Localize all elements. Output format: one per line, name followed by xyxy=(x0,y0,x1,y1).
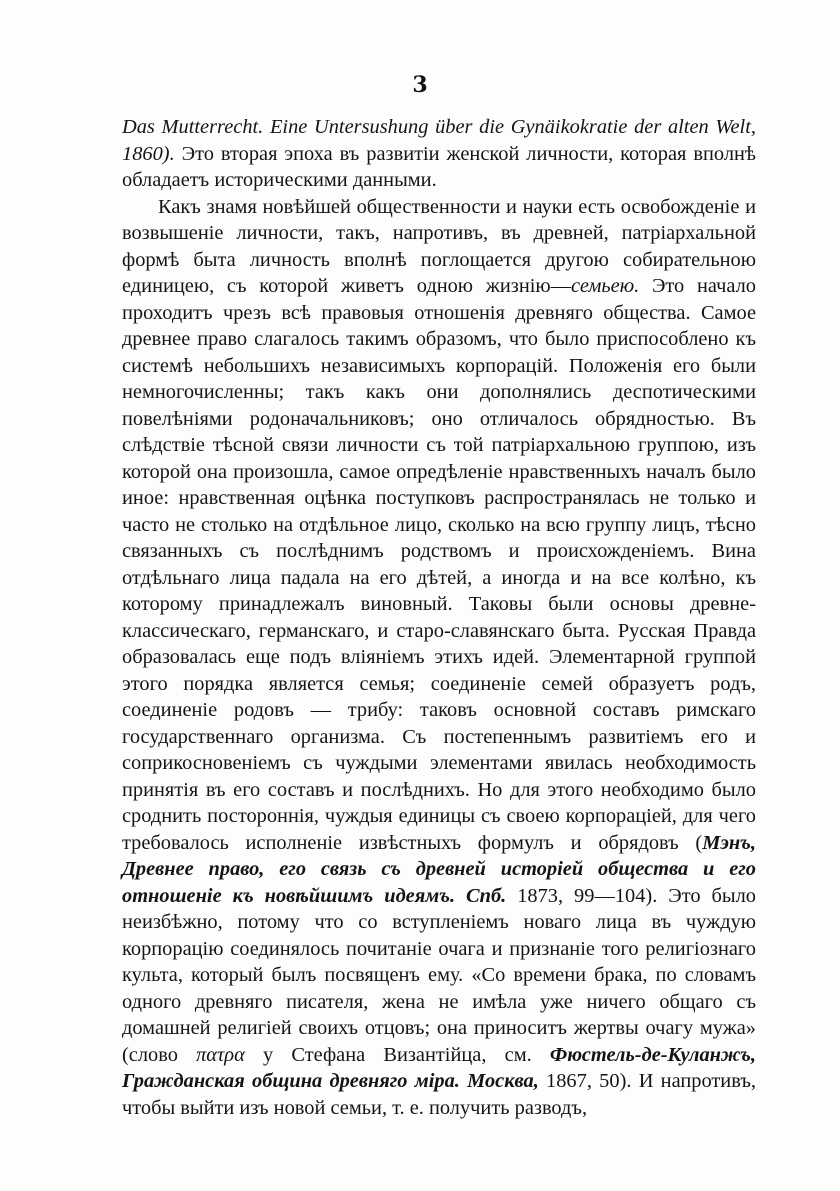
citation-title: Das Mutterrecht. Eine Untersushung über die Gynäikokratie der alten Welt, 1860). xyxy=(122,116,756,165)
emphasis-text: семьею. xyxy=(571,275,640,297)
greek-word: πατρα xyxy=(196,1043,245,1066)
citation-fustel: Фюстель-де-Куланжъ, Гражданская община древняго міра. Москва, xyxy=(122,1043,756,1092)
paragraph-text: Это вторая эпоха въ развитіи женской личности, которая вполнѣ обладаетъ историческими данными. xyxy=(122,142,756,191)
paragraph-text: 1873, 99—104). Это было неизбѣжно, потому что со вступленіемъ новаго лица въ чуждую корпорацію соединялось почитаніе очага и признаніе того религіознаго культа, который былъ посвященъ ему. «Со времени брака, по словамъ одного древняго писателя, жена не имѣла уже ничего общаго съ домашней религіей своихъ отцовъ; она приноситъ жертвы очагу мужа» (слово xyxy=(122,884,756,1066)
paragraph-2 xyxy=(122,194,756,1122)
paragraph-text: Это начало проходитъ чрезъ всѣ правовыя отношенія древняго общества. Самое древнее право слагалось такимъ образомъ, что было приспособлено къ системѣ небольшихъ независимыхъ корпорацій. Положенія его были немногочисленны; такъ какъ они дополнялись деспотическими повелѣніями родоначальниковъ; оно отличалось обрядностью. Въ слѣдствіе тѣсной связи личности съ той патріархальною группою, изъ которой она произошла, самое опредѣленіе нравственныхъ началъ было иное: нравственная оцѣнка поступковъ распространялась не только и часто не столько на отдѣльное лицо, сколько на всю группу лицъ, тѣсно связанныхъ съ послѣднимъ родствомъ и происхожденіемъ. Вина отдѣльнаго лица падала на его дѣтей, а иногда и на все колѣно, къ которому принадлежалъ виновный. Таковы были основы древне-классическаго, германскаго, и старо-славянскаго быта. Русская Правда образовалась еще подъ вліяніемъ этихъ идей. Элементарной группой этого порядка является семья; соединеніе семей образуетъ родъ, соединеніе родовъ — трибу: таковъ основной составъ римскаго государственнаго организма. Съ постепеннымъ развитіемъ его и соприкосновеніемъ съ чуждыми элементами явилась необходимость принятія въ его составъ и послѣднихъ. Но для этого необходимо было сроднить постороннія, чуждыя единицы съ своею корпораціей, для чего требовалось исполненіе извѣстныхъ формулъ и обрядовъ ( xyxy=(122,275,756,854)
citation-maine: Мэнъ, Древнее право, его связь съ древней исторіей общества и его отношеніе къ новѣйшимъ идеямъ. Спб. xyxy=(122,831,756,907)
paragraph-text: 1867, 50). И напротивъ, чтобы выйти изъ новой семьи, т. е. получить разводъ, xyxy=(122,1070,756,1119)
page-number: 3 xyxy=(412,72,428,98)
body-text xyxy=(122,114,756,1121)
paragraph-text: у Стефана Византійца, см. xyxy=(244,1043,550,1066)
paragraph-text: Какъ знамя новѣйшей общественности и науки есть освобожденіе и возвышеніе личности, такъ, напротивъ, въ древней, патріархальной формѣ быта личность вполнѣ поглощается другою собирательною единицею, съ которой живетъ одною жизнію— xyxy=(122,195,756,297)
paragraph-1 xyxy=(122,114,756,194)
